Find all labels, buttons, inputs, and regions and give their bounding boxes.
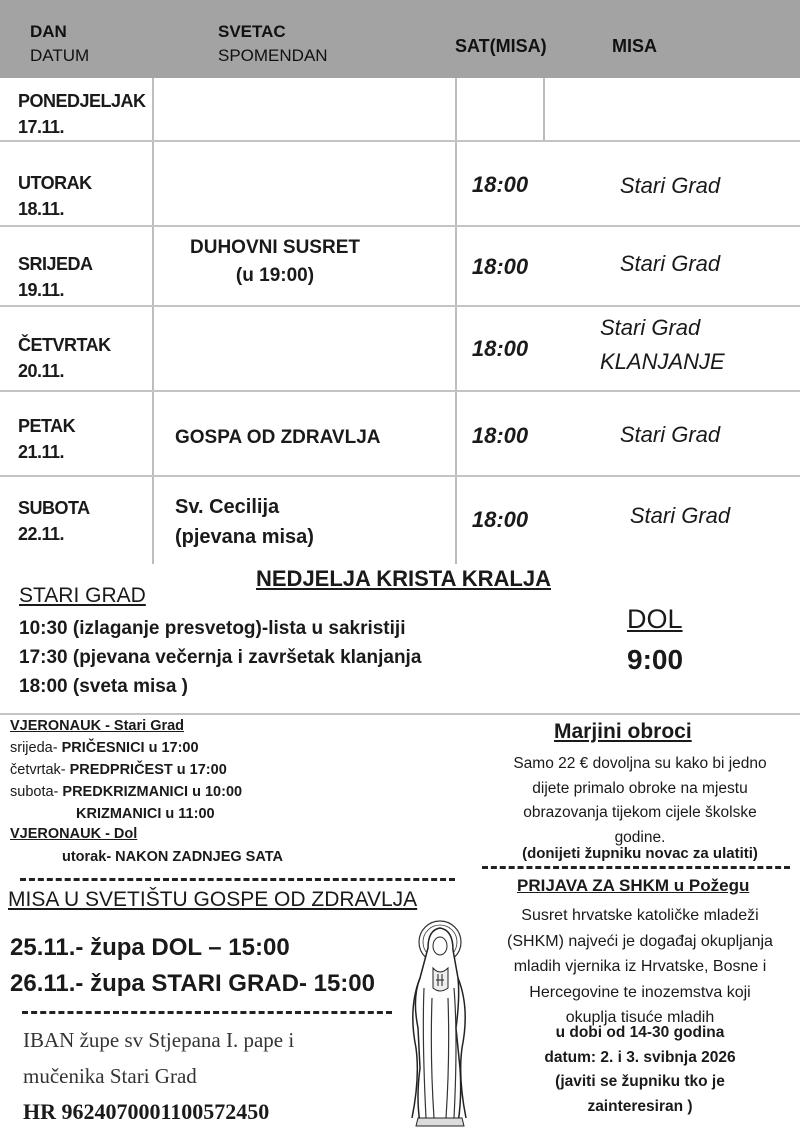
table-row: ČETVRTAK 20.11.	[18, 335, 111, 381]
dol-label: DOL	[627, 604, 683, 634]
table-row: PETAK 21.11.	[18, 416, 76, 462]
mass-place: Stari Grad KLANJANJE	[600, 315, 725, 374]
saint-cell: DUHOVNI SUSRET (u 19:00)	[190, 237, 360, 286]
header-col-day: DAN DATUM	[30, 22, 90, 65]
list-item: četvrtak- PREDPRIČEST u 17:00	[10, 762, 227, 778]
table-row: UTORAK 18.11.	[18, 173, 92, 219]
mass-place: Stari Grad	[619, 422, 721, 447]
header-col-time: SAT(MISA)	[455, 36, 547, 56]
stari-grad-label: STARI GRAD	[19, 584, 146, 607]
sunday-schedule: 10:30 (izlaganje presvetog)-lista u sakristiji 17:30 (pjevana večernja i završetak klanjanja 18:00 (sveta misa )	[19, 618, 422, 697]
marjini-text: Samo 22 € dovoljna su kako bi jedno dijete primalo obroke na mjestu obrazovanja tijekom cijele školske godine.	[513, 755, 767, 846]
svetiste-title: MISA U SVETIŠTU GOSPE OD ZDRAVLJA	[8, 888, 418, 911]
saint-cell: GOSPA OD ZDRAVLJA	[175, 427, 381, 448]
shkm-title: PRIJAVA ZA SHKM u Požegu	[517, 876, 750, 895]
sunday-title: NEDJELJA KRISTA KRALJA	[256, 566, 551, 591]
header-col-mass: MISA	[612, 36, 657, 56]
krizmanici: KRIZMANICI u 11:00	[76, 806, 215, 822]
madonna-icon	[398, 918, 480, 1130]
grid-vline	[543, 78, 545, 140]
dol-time: 9:00	[627, 644, 684, 675]
mass-place: Stari Grad	[619, 173, 721, 198]
grid-hline	[0, 225, 800, 227]
dashed-divider	[482, 866, 790, 869]
mass-time: 18:00	[471, 336, 529, 361]
svetiste-schedule: 25.11.- župa DOL – 15:00 26.11.- župa STARI GRAD- 15:00	[10, 934, 375, 997]
list-item: srijeda- PRIČESNICI u 17:00	[10, 740, 199, 756]
mass-place: Stari Grad	[619, 251, 721, 276]
grid-hline	[0, 475, 800, 477]
marjini-title: Marjini obroci	[554, 720, 692, 743]
iban-block: IBAN župe sv Stjepana I. pape i mučenika Stari Grad HR 9624070001100572450	[23, 1028, 295, 1124]
shkm-details: u dobi od 14-30 godina datum: 2. i 3. svibnja 2026 (javiti se župniku tko je zainteresiran )	[544, 1024, 736, 1115]
table-row: PONEDJELJAK 17.11.	[18, 91, 146, 137]
dashed-divider	[20, 878, 455, 881]
vjeronauk-list	[10, 737, 242, 803]
shkm-text: Susret hrvatske katoličke mladeži (SHKM) najveći je događaj okupljanja mladih vjernika iz Hrvatske, Bosne i Hercegovine te inozemstva koji okuplja tisuće mladih	[507, 907, 773, 1026]
mass-time: 18:00	[471, 423, 529, 448]
table-header	[0, 0, 800, 78]
grid-hline	[0, 305, 800, 307]
list-item: subota- PREDKRIZMANICI u 10:00	[10, 784, 243, 800]
header-col-saint: SVETAC SPOMENDAN	[218, 22, 328, 65]
mass-time: 18:00	[471, 507, 529, 532]
mass-place: Stari Grad	[629, 503, 731, 528]
dashed-divider	[22, 1011, 392, 1014]
marjini-note: (donijeti župniku novac za ulatiti)	[522, 845, 758, 862]
grid-vline	[455, 78, 457, 564]
vjeronauk-dol-item: utorak- NAKON ZADNJEG SATA	[62, 849, 283, 865]
grid-hline	[0, 140, 800, 142]
table-row: SUBOTA 22.11.	[18, 498, 90, 544]
grid-hline	[0, 390, 800, 392]
table-row: SRIJEDA 19.11.	[18, 254, 93, 300]
mass-time: 18:00	[471, 172, 529, 197]
mass-time: 18:00	[471, 254, 529, 279]
saint-cell: Sv. Cecilija (pjevana misa)	[175, 496, 314, 548]
vjeronauk-sg-title: VJERONAUK - Stari Grad	[10, 718, 185, 734]
grid-vline	[152, 78, 154, 564]
vjeronauk-dol-title: VJERONAUK - Dol	[10, 826, 138, 842]
